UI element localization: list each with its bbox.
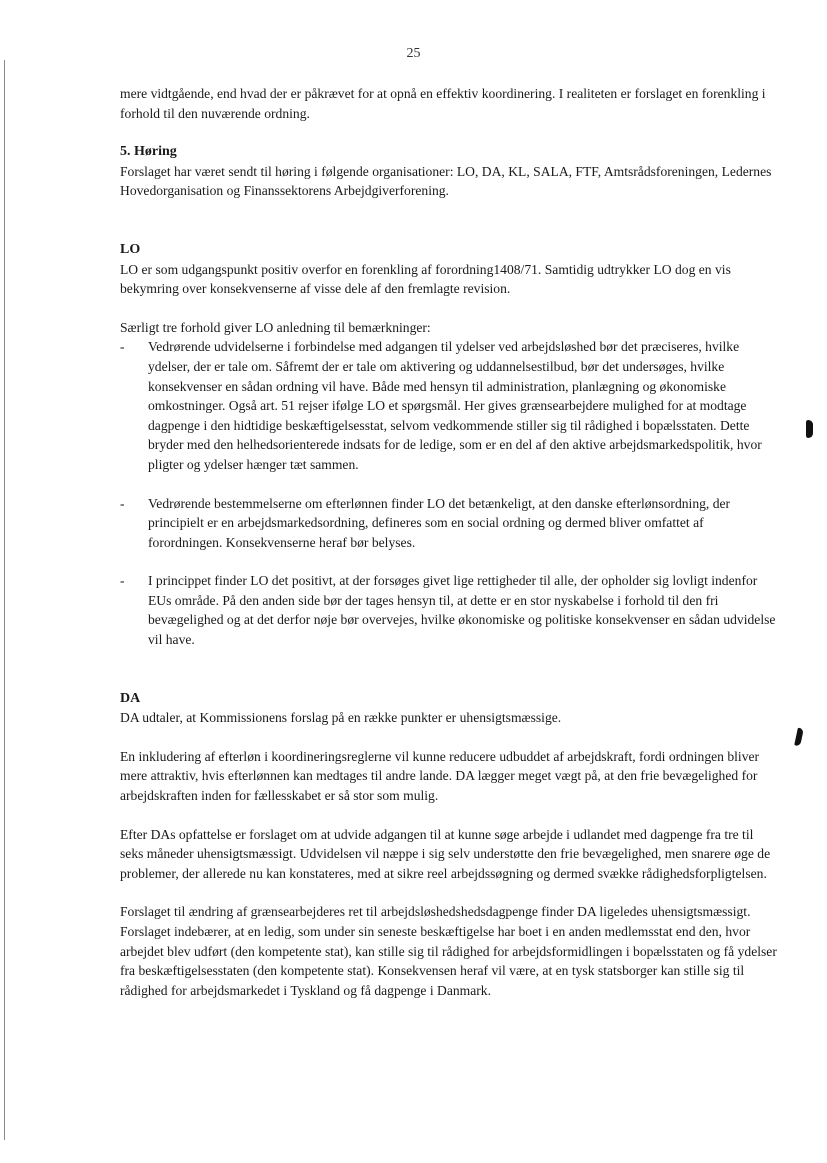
lo-bullet-2: - Vedrørende bestemmelserne om efterlønnen finder LO det betænkeligt, at den danske efterlønsordning, der principielt er en arbejdsmarkedsordning, defineres som en social ordning og dermed bliver omfattet af forordningen. Konsekvenserne heraf bør belyses. <box>120 494 780 553</box>
lo-heading: LO <box>120 241 141 257</box>
intro-paragraph: mere vidtgående, end hvad der er påkrævet for at opnå en effektiv koordinering. I realiteten er forslaget en forenkling i forhold til den nuværende ordning. <box>120 86 766 121</box>
lo-intro: Særligt tre forhold giver LO anledning til bemærkninger: <box>120 319 431 335</box>
page-number: 25 <box>406 46 421 61</box>
section-5-text: Forslaget har været sendt til høring i følgende organisationer: LO, DA, KL, SALA, FTF, Amtsrådsforeningen, Ledernes Hovedorganisation og Finanssektorens Arbejdgiverforening. <box>120 163 772 199</box>
da-paragraph-1: DA udtaler, at Kommissionens forslag på en række punkter er uhensigtsmæssige. <box>120 710 562 726</box>
binding-mark-upper <box>806 420 813 438</box>
da-paragraph-2: En inkludering af efterløn i koordineringsreglerne vil kunne reducere udbuddet af arbejdskraft, fordi ordningen bliver mere attraktiv, hvis efterlønnen kan medtages til andre lande. DA lægger meget vægt på, at den frie bevægelighed for arbejdskraften inden for fællesskabet er så stor som mulig. <box>120 748 760 804</box>
da-paragraph-3: Efter DAs opfattelse er forslaget om at udvide adgangen til at kunne søge arbejde i udlandet med dagpenge fra tre til seks måneder uhensigtsmæssigt. Udvidelsen vil næppe i sig selv understøtte den frie bevægelighed, men snarere øge de problemer, der allerede nu kan konstateres, med at sikre reel arbejdssøgning og dermed svække rådighedsforpligtelsen. <box>120 826 771 881</box>
document-body <box>120 84 780 1019</box>
binding-mark-lower <box>794 728 804 747</box>
lo-paragraph: LO er som udgangspunkt positiv overfor en forenkling af forordning1408/71. Samtidig udtrykker LO dog en vis bekymring over konsekvenserne af visse dele af den fremlagte revision. <box>120 261 731 297</box>
da-heading: DA <box>120 690 141 706</box>
lo-bullet-list <box>120 337 780 649</box>
section-5-heading: 5. Høring <box>120 144 177 160</box>
spacer <box>120 669 780 689</box>
lo-bullet-3: - I princippet finder LO det positivt, at der forsøges givet lige rettigheder til alle, der opholder sig lovligt indenfor EUs område. På den anden side bør der tages hensyn til, at dette er en stor nyskabelse i forhold til den fri bevægelighed og at det derfor nøje bør overvejes, hvilke økonomiske og politiske konsekvenser en sådan udvidelse vil have. <box>120 571 780 649</box>
left-margin-line <box>4 60 5 1140</box>
da-paragraph-4: Forslaget til ændring af grænsearbejderes ret til arbejdsløshedshedsdagpenge finder DA ligeledes uhensigtsmæssigt. Forslaget indebærer, at en ledig, som under sin seneste beskæftigelse har boet i en anden medlemsstat end den, hvor arbejdet blev udført (den kompetente stat), kan stille sig til rådighed for arbejdsformidlingen i bopælsstaten og få ydelser fra beskæftigelsesstaten (den kompetente stat). Konsekvensen heraf vil være, at en tysk statsborger kan stille sig til rådighed for arbejdsmarkedet i Tyskland og få dagpenge i Danmark. <box>120 904 777 998</box>
spacer <box>120 220 780 240</box>
lo-bullet-1: - Vedrørende udvidelserne i forbindelse med adgangen til ydelser ved arbejdsløshed bør det præciseres, hvilke ydelser, der er tale om. Såfremt der er tale om aktivering og uddannelsestilbud, bør det undersøges, hvilke konsekvenser en sådan ordning vil have. Både med hensyn til administration, planlægning og økonomiske omkostninger. Også art. 51 rejser ifølge LO et spørgsmål. Her gives grænsearbejdere mulighed for at modtage dagpenge i den hidtidige beskæftigelsesstat, selvom vedkommende stiller sig til rådighed i bopælsstaten. Dette bryder med den helhedsorienterede indsats for de ledige, som er en del af den aktive arbejdsmarkedspolitik, hvor pligter og ydelser hænger tæt sammen. <box>120 337 780 474</box>
